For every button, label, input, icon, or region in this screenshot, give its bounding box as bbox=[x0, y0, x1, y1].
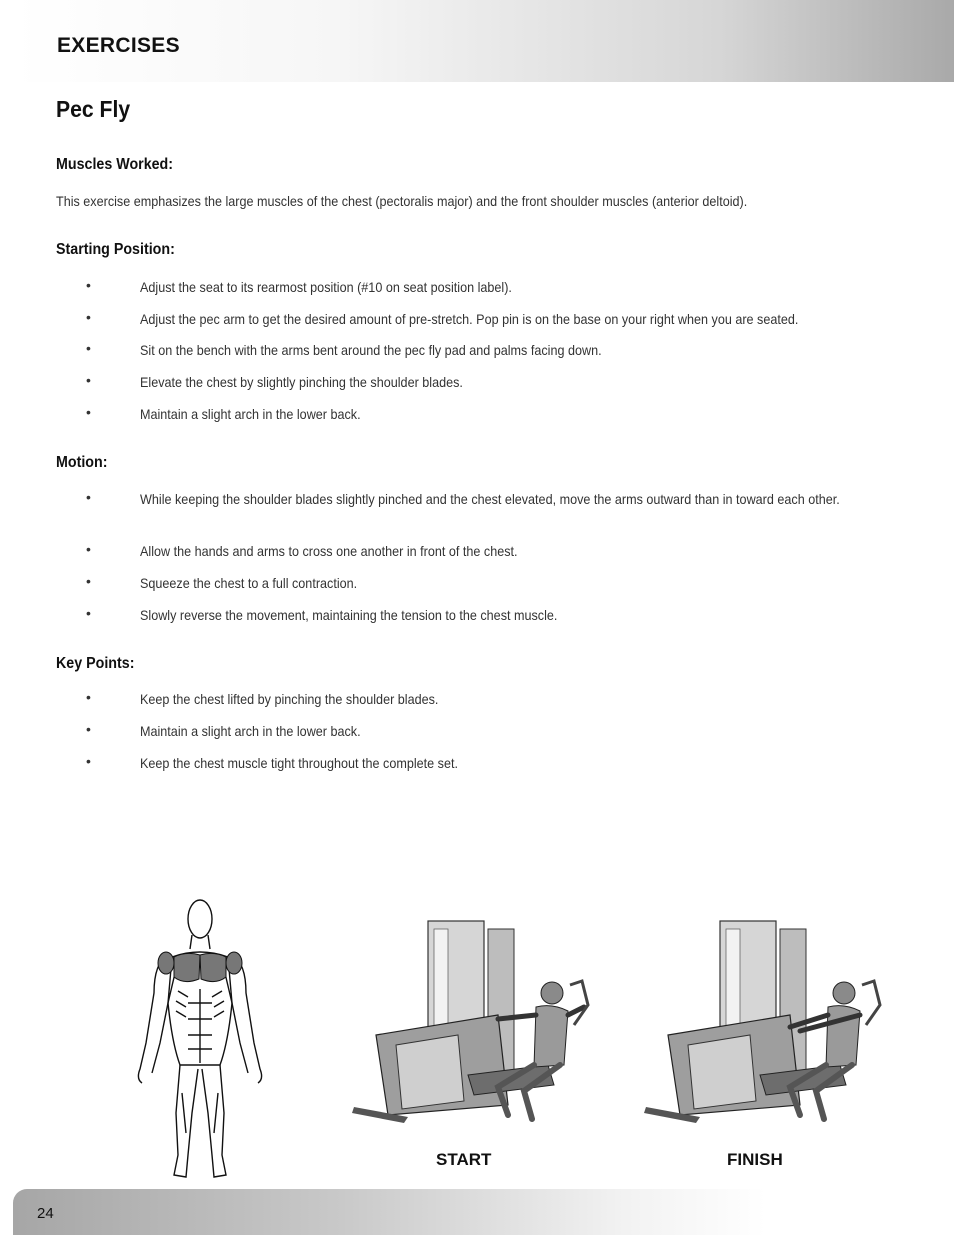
bullet: • bbox=[86, 605, 91, 621]
start-caption: START bbox=[436, 1150, 492, 1169]
finish-position-photo bbox=[640, 915, 885, 1127]
list-item-text: Keep the chest muscle tight throughout the complete set. bbox=[140, 755, 458, 771]
muscles-worked-text: This exercise emphasizes the large muscles of the chest (pectoralis major) and the front shoulder muscles (anterior deltoid). bbox=[56, 193, 748, 209]
bullet: • bbox=[86, 573, 91, 589]
list-item-text: Keep the chest lifted by pinching the shoulder blades. bbox=[140, 691, 439, 707]
page-number: 24 bbox=[37, 1205, 54, 1222]
motion-heading: Motion: bbox=[56, 454, 108, 471]
list-item-text: Slowly reverse the movement, maintaining the tension to the chest muscle. bbox=[140, 607, 558, 623]
starting-position-heading: Starting Position: bbox=[56, 241, 175, 258]
list-item-text: Adjust the pec arm to get the desired amount of pre-stretch. Pop pin is on the base on your right when you are seated. bbox=[140, 311, 799, 327]
muscles-worked-heading: Muscles Worked: bbox=[56, 156, 174, 173]
bullet: • bbox=[86, 372, 91, 388]
list-item-text: Maintain a slight arch in the lower back. bbox=[140, 406, 361, 422]
bullet: • bbox=[86, 277, 91, 293]
bullet: • bbox=[86, 489, 91, 505]
machine-start-illustration bbox=[348, 915, 593, 1127]
list-item-text: Adjust the seat to its rearmost position (#10 on seat position label). bbox=[140, 279, 512, 295]
bullet: • bbox=[86, 404, 91, 420]
finish-caption: FINISH bbox=[727, 1150, 783, 1169]
bullet: • bbox=[86, 309, 91, 325]
bullet: • bbox=[86, 689, 91, 705]
list-item-text: Allow the hands and arms to cross one another in front of the chest. bbox=[140, 543, 518, 559]
list-item-text: Elevate the chest by slightly pinching the shoulder blades. bbox=[140, 374, 463, 390]
bullet: • bbox=[86, 753, 91, 769]
list-item-text: Squeeze the chest to a full contraction. bbox=[140, 575, 358, 591]
bullet: • bbox=[86, 340, 91, 356]
list-item-text: Maintain a slight arch in the lower back. bbox=[140, 723, 361, 739]
anatomy-illustration bbox=[124, 893, 264, 1183]
list-item-text: While keeping the shoulder blades slightly pinched and the chest elevated, move the arms outward than in toward each other. bbox=[140, 491, 840, 507]
machine-finish-illustration bbox=[640, 915, 885, 1127]
bullet: • bbox=[86, 541, 91, 557]
start-position-photo bbox=[348, 915, 593, 1127]
footer-band bbox=[13, 1189, 954, 1235]
list-item-text: Sit on the bench with the arms bent around the pec fly pad and palms facing down. bbox=[140, 342, 602, 358]
section-label: EXERCISES bbox=[57, 34, 180, 57]
bullet: • bbox=[86, 721, 91, 737]
key-points-heading: Key Points: bbox=[56, 655, 135, 672]
page-title: Pec Fly bbox=[56, 96, 131, 122]
anatomy-figure bbox=[124, 893, 264, 1183]
